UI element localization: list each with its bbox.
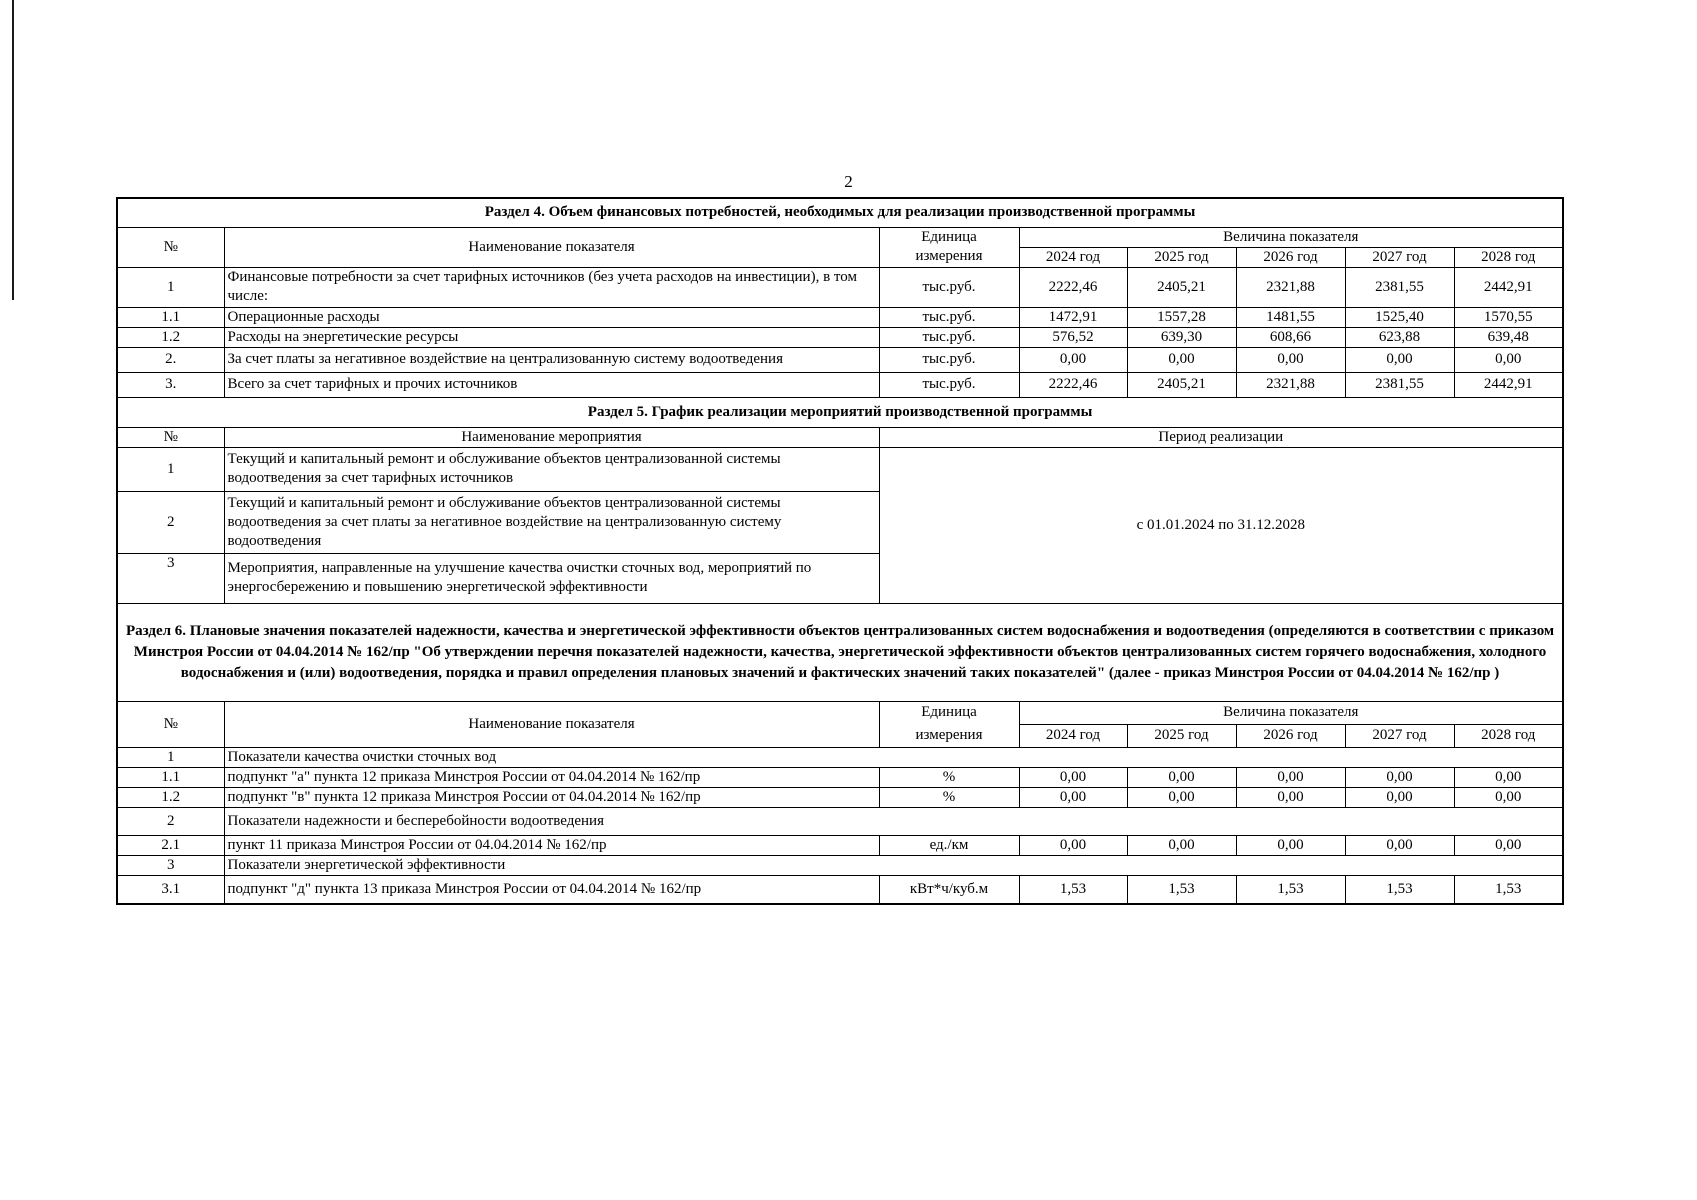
section6-header-unit-line1: Единица xyxy=(879,701,1019,724)
row-num: 3. xyxy=(117,372,224,397)
row-value-2026: 1481,55 xyxy=(1236,307,1345,327)
row-value-2028: 0,00 xyxy=(1454,787,1563,807)
table-row xyxy=(117,835,1563,855)
section6-header-unit-line2: измерения xyxy=(879,724,1019,747)
row-value-2026: 608,66 xyxy=(1236,327,1345,347)
row-value-2027: 1,53 xyxy=(1345,875,1454,904)
section5-title: Раздел 5. График реализации мероприятий производственной программы xyxy=(117,397,1563,427)
section6-header-name: Наименование показателя xyxy=(224,701,879,747)
document-table xyxy=(116,197,1564,905)
group-row xyxy=(117,747,1563,767)
section6-year-2028: 2028 год xyxy=(1454,724,1563,747)
table-row xyxy=(117,347,1563,372)
table-row xyxy=(117,767,1563,787)
row-value-2024: 1,53 xyxy=(1019,875,1127,904)
row-unit: тыс.руб. xyxy=(879,347,1019,372)
section5-header-name: Наименование мероприятия xyxy=(224,427,879,447)
row-unit: % xyxy=(879,787,1019,807)
row-value-2027: 1525,40 xyxy=(1345,307,1454,327)
row-value-2026: 0,00 xyxy=(1236,835,1345,855)
section4-year-2027: 2027 год xyxy=(1345,247,1454,267)
section4-year-2025: 2025 год xyxy=(1127,247,1236,267)
row-value-2027: 623,88 xyxy=(1345,327,1454,347)
row-unit: тыс.руб. xyxy=(879,327,1019,347)
section6-header-value: Величина показателя xyxy=(1019,701,1563,724)
row-value-2024: 0,00 xyxy=(1019,787,1127,807)
row-value-2028: 1,53 xyxy=(1454,875,1563,904)
row-unit: тыс.руб. xyxy=(879,372,1019,397)
section4-header-name: Наименование показателя xyxy=(224,227,879,267)
row-num: 1.1 xyxy=(117,307,224,327)
row-name: Текущий и капитальный ремонт и обслуживание объектов централизованной системы водоотведения за счет тарифных источников xyxy=(224,447,879,491)
row-num: 2.1 xyxy=(117,835,224,855)
row-value-2026: 0,00 xyxy=(1236,767,1345,787)
row-name: подпункт "в" пункта 12 приказа Минстроя России от 04.04.2014 № 162/пр xyxy=(224,787,879,807)
row-value-2028: 1570,55 xyxy=(1454,307,1563,327)
section4-year-2024: 2024 год xyxy=(1019,247,1127,267)
row-num: 2. xyxy=(117,347,224,372)
section4-header-unit-line2: измерения xyxy=(879,247,1019,267)
row-name: Финансовые потребности за счет тарифных источников (без учета расходов на инвестиции), в том числе: xyxy=(224,267,879,307)
row-value-2026: 1,53 xyxy=(1236,875,1345,904)
row-value-2027: 0,00 xyxy=(1345,835,1454,855)
row-num: 3 xyxy=(117,553,224,603)
row-value-2028: 2442,91 xyxy=(1454,372,1563,397)
section4-year-2026: 2026 год xyxy=(1236,247,1345,267)
row-num: 1.2 xyxy=(117,327,224,347)
row-name: Мероприятия, направленные на улучшение качества очистки сточных вод, мероприятий по энергосбережению и повышению энергетической эффективности xyxy=(224,553,879,603)
section6-year-2026: 2026 год xyxy=(1236,724,1345,747)
page-number: 2 xyxy=(844,172,853,191)
row-value-2024: 2222,46 xyxy=(1019,372,1127,397)
row-value-2024: 0,00 xyxy=(1019,835,1127,855)
row-value-2027: 0,00 xyxy=(1345,787,1454,807)
row-num: 1 xyxy=(117,267,224,307)
table-row xyxy=(117,787,1563,807)
group-row xyxy=(117,807,1563,835)
row-value-2026: 2321,88 xyxy=(1236,267,1345,307)
row-name: Текущий и капитальный ремонт и обслуживание объектов централизованной системы водоотведения за счет платы за негативное воздействие на централизованную систему водоотведения xyxy=(224,491,879,553)
row-value-2025: 639,30 xyxy=(1127,327,1236,347)
row-value-2027: 2381,55 xyxy=(1345,372,1454,397)
row-name: пункт 11 приказа Минстроя России от 04.04.2014 № 162/пр xyxy=(224,835,879,855)
section6-year-2024: 2024 год xyxy=(1019,724,1127,747)
row-value-2028: 0,00 xyxy=(1454,835,1563,855)
row-name: Расходы на энергетические ресурсы xyxy=(224,327,879,347)
row-unit: тыс.руб. xyxy=(879,267,1019,307)
row-value-2025: 2405,21 xyxy=(1127,372,1236,397)
section4-header-num: № xyxy=(117,227,224,267)
section5-period-value: с 01.01.2024 по 31.12.2028 xyxy=(879,447,1563,603)
row-value-2024: 576,52 xyxy=(1019,327,1127,347)
group-row xyxy=(117,855,1563,875)
row-value-2025: 0,00 xyxy=(1127,787,1236,807)
table-row xyxy=(117,372,1563,397)
table-row xyxy=(117,447,1563,491)
section6-year-2025: 2025 год xyxy=(1127,724,1236,747)
row-value-2027: 0,00 xyxy=(1345,347,1454,372)
row-value-2024: 0,00 xyxy=(1019,347,1127,372)
group-name: Показатели качества очистки сточных вод xyxy=(224,747,1563,767)
scan-edge-line xyxy=(12,0,14,300)
table-row xyxy=(117,307,1563,327)
row-value-2025: 1,53 xyxy=(1127,875,1236,904)
row-value-2026: 2321,88 xyxy=(1236,372,1345,397)
row-value-2024: 0,00 xyxy=(1019,767,1127,787)
section6-header-num: № xyxy=(117,701,224,747)
row-num: 1 xyxy=(117,447,224,491)
section4-header-unit-line1: Единица xyxy=(879,227,1019,247)
group-num: 1 xyxy=(117,747,224,767)
row-unit: кВт*ч/куб.м xyxy=(879,875,1019,904)
row-value-2028: 0,00 xyxy=(1454,347,1563,372)
row-name: подпункт "а" пункта 12 приказа Минстроя России от 04.04.2014 № 162/пр xyxy=(224,767,879,787)
row-value-2024: 1472,91 xyxy=(1019,307,1127,327)
row-value-2025: 0,00 xyxy=(1127,835,1236,855)
row-num: 1.2 xyxy=(117,787,224,807)
section4-title: Раздел 4. Объем финансовых потребностей, необходимых для реализации производственной программы xyxy=(117,198,1563,227)
row-unit: тыс.руб. xyxy=(879,307,1019,327)
row-value-2027: 0,00 xyxy=(1345,767,1454,787)
group-name: Показатели энергетической эффективности xyxy=(224,855,1563,875)
group-num: 3 xyxy=(117,855,224,875)
row-value-2026: 0,00 xyxy=(1236,347,1345,372)
row-num: 1.1 xyxy=(117,767,224,787)
group-num: 2 xyxy=(117,807,224,835)
row-num: 2 xyxy=(117,491,224,553)
section5-header-num: № xyxy=(117,427,224,447)
table-row xyxy=(117,875,1563,904)
section6-year-2027: 2027 год xyxy=(1345,724,1454,747)
row-value-2026: 0,00 xyxy=(1236,787,1345,807)
row-value-2028: 0,00 xyxy=(1454,767,1563,787)
section6-title: Раздел 6. Плановые значения показателей надежности, качества и энергетической эффективности объектов централизованных систем водоснабжения и водоотведения (определяются в соответствии с приказом Минстроя России от 04.04.2014 № 162/пр "Об утверждении перечня показателей надежности, качества, энергетической эффективности объектов централизованных систем горячего водоснабжения, холодного водоснабжения и (или) водоотведения, порядка и правил определения плановых значений и фактических значений таких показателей" (далее - приказ Минстроя России от 04.04.2014 № 162/пр ) xyxy=(117,603,1563,701)
section5-header-period: Период реализации xyxy=(879,427,1563,447)
group-name: Показатели надежности и бесперебойности водоотведения xyxy=(224,807,1563,835)
row-name: Всего за счет тарифных и прочих источников xyxy=(224,372,879,397)
row-value-2025: 0,00 xyxy=(1127,767,1236,787)
row-value-2025: 1557,28 xyxy=(1127,307,1236,327)
row-name: За счет платы за негативное воздействие на централизованную систему водоотведения xyxy=(224,347,879,372)
row-num: 3.1 xyxy=(117,875,224,904)
row-name: подпункт "д" пункта 13 приказа Минстроя России от 04.04.2014 № 162/пр xyxy=(224,875,879,904)
row-unit: ед./км xyxy=(879,835,1019,855)
section4-year-2028: 2028 год xyxy=(1454,247,1563,267)
row-value-2024: 2222,46 xyxy=(1019,267,1127,307)
row-value-2027: 2381,55 xyxy=(1345,267,1454,307)
row-value-2025: 2405,21 xyxy=(1127,267,1236,307)
table-row xyxy=(117,327,1563,347)
row-unit: % xyxy=(879,767,1019,787)
row-name: Операционные расходы xyxy=(224,307,879,327)
row-value-2028: 2442,91 xyxy=(1454,267,1563,307)
table-row xyxy=(117,267,1563,307)
row-value-2028: 639,48 xyxy=(1454,327,1563,347)
section4-header-value: Величина показателя xyxy=(1019,227,1563,247)
row-value-2025: 0,00 xyxy=(1127,347,1236,372)
